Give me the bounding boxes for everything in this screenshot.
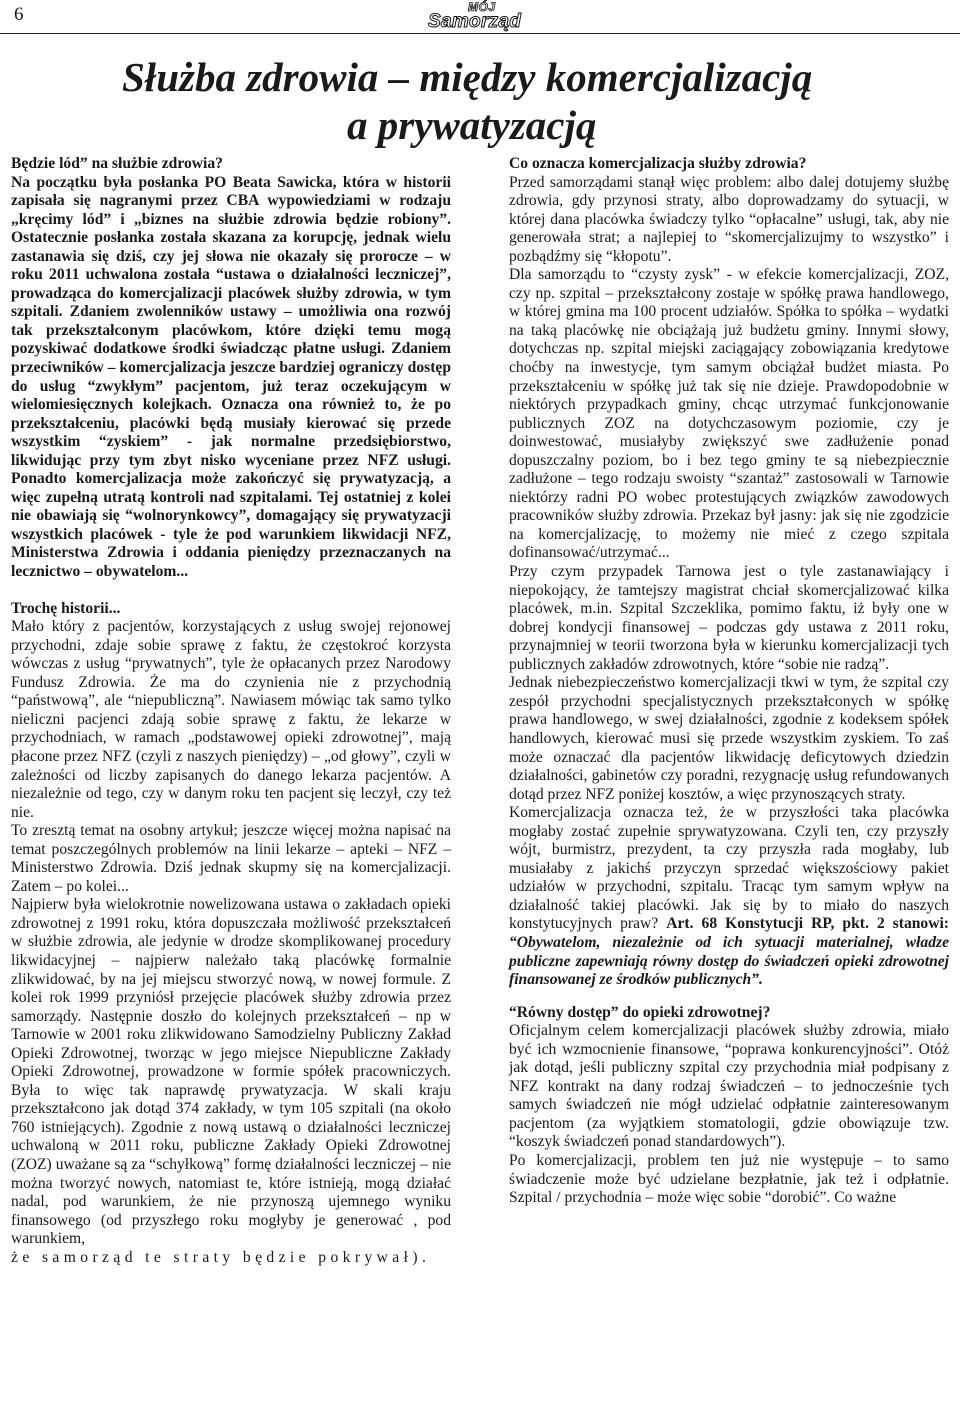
logo-top-text: MÓJ bbox=[468, 0, 496, 14]
history-paragraph-3: Najpierw była wielokrotnie nowelizowana ustawa o zakładach opieki zdrowotnej z 1991 roku, która dopuszczała możliwość przekształceń w służbie zdrowia, ale jedynie w drodze skomplikowanej procedury likwidacyjnej – najpierw należało taką placówkę formalnie zlikwidować, by na jej miejscu stworzyć nową, w nowej formule. Z kolei rok 1999 przyniósł przejęcie placówek służby zdrowia przez samorządy. Następnie doszło do kolejnych przekształceń – np w Tarnowie w 2001 roku zlikwidowano Samodzielny Publiczny Zakład Opieki Zdrowotnej, tworząc w jego miejsce Niepubliczne Zakłady Opieki Zdrowotnej, prowadzone w formie spółek pracowniczych. Była to więc tak naprawdę prywatyzacja. W skali kraju przekształcono jak dotąd 374 zakłady, w tym 105 szpitali (na około 760 istniejących). Zgodnie z nową ustawą o działalności leczniczej uchwaloną w 2011 roku, publiczne Zakłady Opieki Zdrowotnej (ZOZ) uważane są za “schyłkową” formę działalności leczniczej – nie można tworzyć nowych, natomiast te, które istnieją, mogą działać nadal, pod warunkiem, że nie przynoszą ujemnego wyniku finansowego (od przyszłego roku mogłyby je generować , pod warunkiem, bbox=[11, 896, 451, 1248]
commercialization-heading: Co oznacza komercjalizacja służby zdrowia? bbox=[509, 155, 807, 172]
right-paragraph-3: Przy czym przypadek Tarnowa jest o tyle zastanawiający i niepokojący, że tamtejszy magistrat chciał skomercjalizować kilka placówek, m.in. Szpital Szczeklika, pomimo faktu, iż były one w dobrej kondycji finansowej – podczas gdy ustawa z 2011 roku, przynajmniej w teorii tworzona była w kierunku komercjalizacji tych publicznych zakładów zdrowotnych, które “sobie nie radzą”. bbox=[509, 563, 949, 673]
article-title-line-1: Służba zdrowia – między komercjalizacją bbox=[122, 54, 813, 100]
article-title-line-2: a prywatyzacją bbox=[347, 102, 597, 148]
constitution-reference: Art. 68 Konstytucji RP, pkt. 2 stanowi: bbox=[666, 915, 949, 933]
right-paragraph-6: Oficjalnym celem komercjalizacji placówek służby zdrowia, miało być ich wzmocnienie finansowe, “poprawa konkurencyjności”. Otóż jak dotąd, jeśli publiczny szpital czy przychodnia miał podpisany z NFZ kontrakt na dany rodzaj świadczeń – to jednocześnie tych samych świadczeń nie mógł udzielać odpłatnie zainteresowanym pacjentom (za wyjątkiem stomatologii, gdzie obowiązuje tzw. “koszyk świadczeń ponad standardowych”). bbox=[509, 1022, 949, 1151]
logo-bottom-text: Samorząd bbox=[428, 11, 522, 32]
constitution-quote: “Obywatelom, niezależnie od ich sytuacji materialnej, władze publiczne zapewniają równy dostęp do świadczeń opieki zdrowotnej finansowanej ze środków publicznych” bbox=[509, 933, 949, 989]
right-paragraph-7: Po komercjalizacji, problem ten już nie występuje – to samo świadczenie może być udzielane bezpłatnie, jak też i odpłatnie. Szpital / przychodnia – może więc sobie “dorobić”. Co ważne bbox=[509, 1151, 949, 1207]
right-paragraph-4: Jednak niebezpieczeństwo komercjalizacji tkwi w tym, że szpital czy zespół przychodni specjalistycznych przekształconych w spółkę prawa handlowego, w swej działalności, zgodnie z kodeksem spółek handlowych, kierować musi się przede wszystkim zyskiem. To zaś może oznaczać dla pacjentów likwidację deficytowych dziedzin działalności, gabinetów czy poradni, rezygnację usług refundowanych dotąd przez NFZ poniżej kosztów, a więc przynoszących straty. bbox=[509, 674, 949, 803]
constitution-quote-end: . bbox=[758, 971, 763, 989]
spacer bbox=[11, 582, 451, 600]
left-column bbox=[11, 155, 451, 1267]
right-paragraph-5 bbox=[509, 804, 949, 989]
spacer bbox=[509, 990, 949, 1004]
history-paragraph-2: To zresztą temat na osobny artykuł; jeszcze więcej można napisać na temat poszczególnych problemów na linii lekarze – apteki – NFZ – Ministerstwo Zdrowia. Dziś jednak skupmy się na komercjalizacji. Zatem – po kolei... bbox=[11, 822, 451, 895]
header-rule bbox=[0, 33, 960, 34]
lead-paragraph: Na początku była posłanka PO Beata Sawicka, która w historii zapisała się nagranymi przez CBA wypowiedziami w rodzaju „kręcimy lód” i „biznes na służbie zdrowia będzie robiony”. Ostatecznie posłanka została skazana za korupcję, jednak wielu zastanawia się dziś, czy jej słowa nie okazały się prorocze – w roku 2011 uchwalona została “ustawa o działalności leczniczej”, prowadząca do komercjalizacji placówek służby zdrowia, w tym szpitali. Zdaniem zwolenników ustawy – umożliwia ona rozwój tak przekształconym placówkom, które dzięki temu mogą pozyskiwać dodatkowe środki świadcząc płatne usługi. Zdaniem przeciwników – komercjalizacja jeszcze bardziej ograniczy dostęp do usług “zwykłym” pacjentom, już teraz oczekującym w wielomiesięcznych kolejkach. Oznacza ona również to, że po przekształceniu, placówki będą musiały kierować się przede wszystkim “zyskiem” - jak normalne przedsiębiorstwo, likwidując przy tym zbyt nisko wyceniane przez NFZ usługi. Ponadto komercjalizacja może zakończyć się prywatyzacją, a więc zupełną utratą kontroli nad szpitalami. Tej ostatniej z kolei nie obawiają się “wolnorynkowcy”, domagający się prywatyzacji wszystkich placówek - tyle że pod warunkiem likwidacji NFZ, Ministerstwa Zdrowia i oddania pieniędzy przeznaczanych na lecznictwo – obywatelom... bbox=[11, 173, 451, 581]
right-paragraph-2: Dla samorządu to “czysty zysk” - w efekcie komercjalizacji, ZOZ, czy np. szpital – przekształcony zostaje w spółkę prawa handlowego, w której gmina ma 100 procent udziałów. Spółka to spółka – wydatki na taką placówkę nie obciążają już budżetu gminy. Innymi słowy, dotychczas np. szpital miejski zaciągający zobowiązania kredytowe choćby na inwestycje, tym samym obciążał budżet miasta. Po przekształceniu w spółkę już tak się nie dzieje. Prawdopodobnie w niektórych przypadkach gminy, chcąc utrzymać funkcjonowanie publicznych ZOZ na dotychczasowym poziomie, czy je doinwestować, musiałyby zwiększyć swe zadłużenie ponad dopuszczalny poziom, bo i bez tego gminy te są niebezpiecznie zadłużone – tego rodzaju swoisty “szantaż” zastosowali w Tarnowie niektórzy radni PO wobec protestujących związków zawodowych pracowników służby zdrowia. Przekaz był jasny: jak się nie zgodzicie na komercjalizację, to możemy nie mieć z czego szpitala dofinansować/utrzymać... bbox=[509, 266, 949, 562]
right-paragraph-5-text: Komercjalizacja oznacza też, że w przyszłości taka placówka mogłaby zostać zupełnie sprywatyzowana. Czyli ten, czy przyszły wójt, burmistrz, prezydent, ta czy przyszła rada mogłaby, lub musiałaby z jakichś przyczyn sprzedać większościowy pakiet udziałów w przychodni, szpitalu. Tracąc tym samym wpływ na działalność takiej placówki. Jak się by to miało do naszych konstytucyjnych praw? bbox=[509, 804, 949, 933]
magazine-logo bbox=[428, 2, 548, 32]
history-heading: Trochę historii... bbox=[11, 599, 121, 617]
history-paragraph-1: Mało który z pacjentów, korzystających z usług swojej rejonowej przychodni, zdaje sobie sprawę z faktu, że częstokroć korzysta wówczas z usług “prywatnych”, tyle że opłacanych przez Narodowy Fundusz Zdrowia. Że ma do czynienia nie z przychodnią “państwową”, ale “niepubliczną”. Nawiasem mówiąc tak samo tylko nieliczni pacjenci zdają sobie sprawę z faktu, że lekarze w przychodniach, w ramach „podstawowej opieki zdrowotnej”, mają płacone przez NFZ (czyli z naszych pieniędzy) – „od głowy”, czyli w zależności od liczby zapisanych do danego lekarza pacjentów. A niezależnie od tego, czy w danym roku ten pacjent się leczył, czy też nie. bbox=[11, 618, 451, 821]
history-paragraph-3-last-line: że samorząd te straty będzie pokrywał). bbox=[11, 1248, 431, 1266]
right-column bbox=[509, 155, 949, 1208]
page-number: 6 bbox=[14, 4, 24, 25]
equal-access-heading: “Równy dostęp” do opieki zdrowotnej? bbox=[509, 1003, 771, 1021]
right-paragraph-1: Przed samorządami stanął więc problem: albo dalej dotujemy służbę zdrowia, gdy przynosi straty, albo doprowadzamy do sytuacji, w której dana placówka świadczy tylko “opłacalne” usługi, tak, aby nie generowała strat; a najlepiej to “skomercjalizujmy to wszystko” i pozbądźmy się “kłopotu”. bbox=[509, 173, 949, 265]
lead-heading: Będzie lód” na służbie zdrowia? bbox=[11, 155, 223, 172]
